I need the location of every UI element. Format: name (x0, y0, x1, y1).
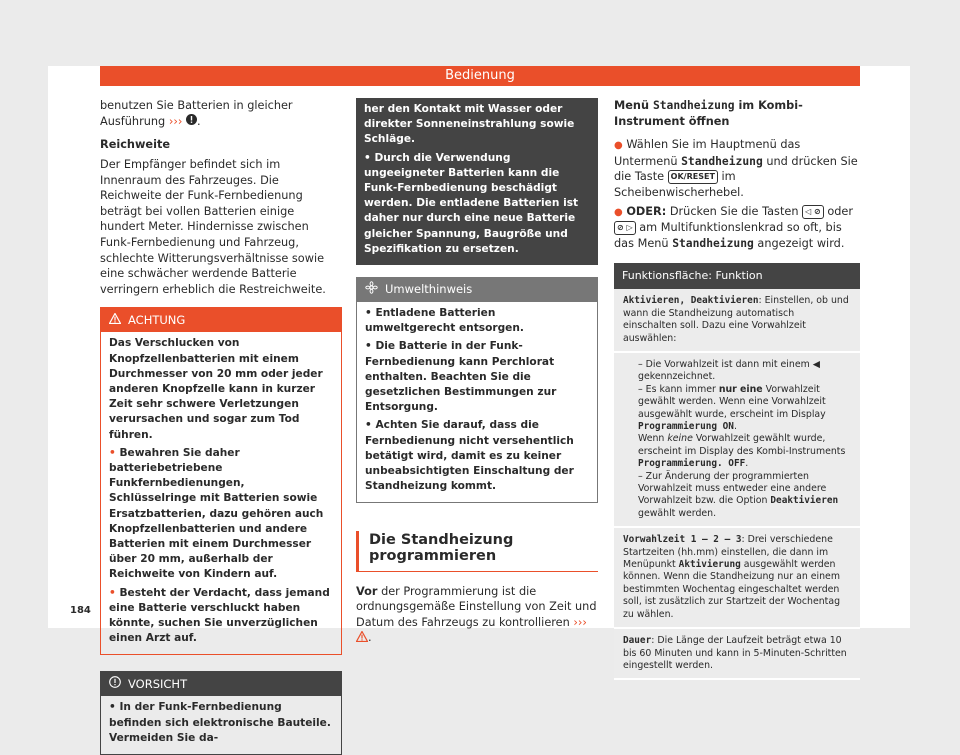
column-1 (100, 98, 342, 755)
section-title: Die Standheizung programmieren (356, 531, 598, 571)
warning-title: ACHTUNG (128, 312, 186, 327)
table-row: Vorwahlzeit 1 – 2 – 3: Drei verschiedene Startzeiten (hh.mm) einstellen, die dann im Menüpunkt Aktivierung ausgewählt werden können. Wenn die Standheizung nur an einem bestimmten Wochentag eingeschaltet werden soll, ist zusätzlich zur Startzeit der Wochentag zu wählen. (614, 528, 860, 629)
column-2 (356, 98, 598, 646)
caution-item: • Durch die Verwendung ungeeigneter Batterien kann die Funk-Fernbedienung beschädigt werden. Die entladene Batterien ist daher nur durch eine neue Batterie gleicher Spannung, Baugröße und Spezifikation zu ersetzen. (364, 151, 579, 255)
warning-triangle-icon (109, 313, 121, 328)
environment-box (356, 277, 598, 503)
column-3 (614, 98, 860, 680)
caution-header (101, 672, 341, 696)
caution-continued-text: her den Kontakt mit Wasser oder direkter Sonneneinstrahlung sowie Schläge. (364, 103, 575, 146)
warning-item: • Besteht der Verdacht, dass jemand eine Batterie verschluckt haben könnte, suchen Sie unverzüglichen einen Arzt auf. (109, 586, 330, 645)
flower-icon (365, 281, 378, 298)
section-text: Vor der Programmierung ist die ordnungsgemäße Einstellung von Zeit und Datum des Fahrzeugs zu kontrollieren ››› . (356, 584, 597, 645)
intro-text: benutzen Sie Batterien in gleicher Ausführung ››› . (100, 99, 293, 128)
environment-item: • Entladene Batterien umweltgerecht entsorgen. (365, 307, 524, 335)
caution-continuation (356, 98, 598, 265)
arrow-right-key-icon: ⊘ ▷ (614, 221, 636, 235)
ok-reset-key-icon: OK/RESET (668, 170, 718, 184)
table-sub-line: – Es kann immer nur eine Vorwahlzeit gewählt werden. Wenn eine Vorwahlzeit ausgewählt wurde, erscheint im Display Programmierung ON. (638, 383, 826, 432)
warning-header (101, 308, 341, 332)
page-header: Bedienung (100, 66, 860, 86)
environment-item: • Die Batterie in der Funk-Fernbedienung kann Perchlorat enthalten. Beachten Sie die gesetzlichen Bestimmungen zur Entsorgung. (365, 340, 557, 414)
caution-box (100, 671, 342, 755)
environment-item: • Achten Sie darauf, dass die Fernbedienung nicht versehentlich betätigt wird, damit es zu keiner unbeabsichtigten Einschaltung der Standheizung kommt. (365, 419, 574, 493)
warning-item: • Bewahren Sie daher batteriebetriebene Funkfernbedienungen, Schlüsselringe mit Batterien sowie Ersatzbatterien, dazu gehören auch Knopfzellenbatterien und andere Batterien mit einem Durchmesser über 20 mm, außerhalb der Reichweite von Kindern auf. (109, 446, 324, 581)
table-sub-line: Wenn keine Vorwahlzeit gewählt wurde, erscheint im Display des Kombi-Instruments Programmierung. OFF. (638, 433, 846, 470)
warning-triangle-icon (356, 631, 368, 647)
function-table-header: Funktionsfläche: Funktion (614, 263, 860, 289)
step-1: ● Wählen Sie im Hauptmenü das Untermenü Standheizung und drücken Sie die Taste OK/RESET im Scheibenwischerhebel. (614, 138, 858, 199)
menu-heading: Menü Standheizung im Kombi-Instrument öffnen (614, 99, 803, 128)
table-row: Dauer: Die Länge der Laufzeit beträgt etwa 10 bis 60 Minuten und kann in 5-Minuten-Schritten eingestellt werden. (614, 629, 860, 680)
environment-title: Umwelthinweis (385, 282, 473, 297)
warning-intro: Das Verschlucken von Knopfzellenbatterien mit einem Durchmesser von 20 mm oder jeder anderen Knopfzelle kann in kurzer Zeit sehr schwere Verletzungen verursachen und sogar zum Tod führen. (109, 337, 323, 441)
caution-title: VORSICHT (128, 676, 188, 691)
table-sub-line: – Zur Änderung der programmierten Vorwahlzeit muss entweder eine andere Vorwahlzeit bzw. die Option Deaktivieren gewählt werden. (638, 470, 839, 519)
warning-box (100, 307, 342, 655)
exclamation-circle-icon (109, 676, 121, 692)
caution-item: • In der Funk-Fernbedienung befinden sich elektronische Bauteile. Vermeiden Sie da- (109, 701, 331, 744)
triangle-left-icon: ◀ (812, 358, 820, 370)
page-number: 184 (70, 605, 91, 616)
step-2: ● ODER: Drücken Sie die Tasten ◁ ⊘ oder ⊘ ▷ am Multifunktionslenkrad so oft, bis das Menü Standheizung angezeigt wird. (614, 204, 853, 250)
table-row (614, 353, 860, 528)
table-row: Aktivieren, Deaktivieren: Einstellen, ob und wann die Standheizung automatisch einschalten soll. Dazu eine Vorwahlzeit auswählen: (614, 289, 860, 353)
arrow-left-key-icon: ◁ ⊘ (802, 205, 824, 219)
info-circle-icon (186, 114, 197, 130)
reichweite-text: Der Empfänger befindet sich im Innenraum des Fahrzeuges. Die Reichweite der Funk-Fernbedienung beträgt bei vollen Batterien einige hundert Meter. Hindernisse zwischen Funk-Fernbedienung und Fahrzeug, schlechte Witterungsverhältnisse sowie eine schwächer werdende Batterie verringern erheblich die Restreichweite. (100, 157, 326, 296)
environment-header (357, 278, 597, 302)
table-sub-line: – Die Vorwahlzeit ist dann mit einem ◀ gekennzeichnet. (638, 358, 820, 383)
reichweite-title: Reichweite (100, 138, 171, 152)
